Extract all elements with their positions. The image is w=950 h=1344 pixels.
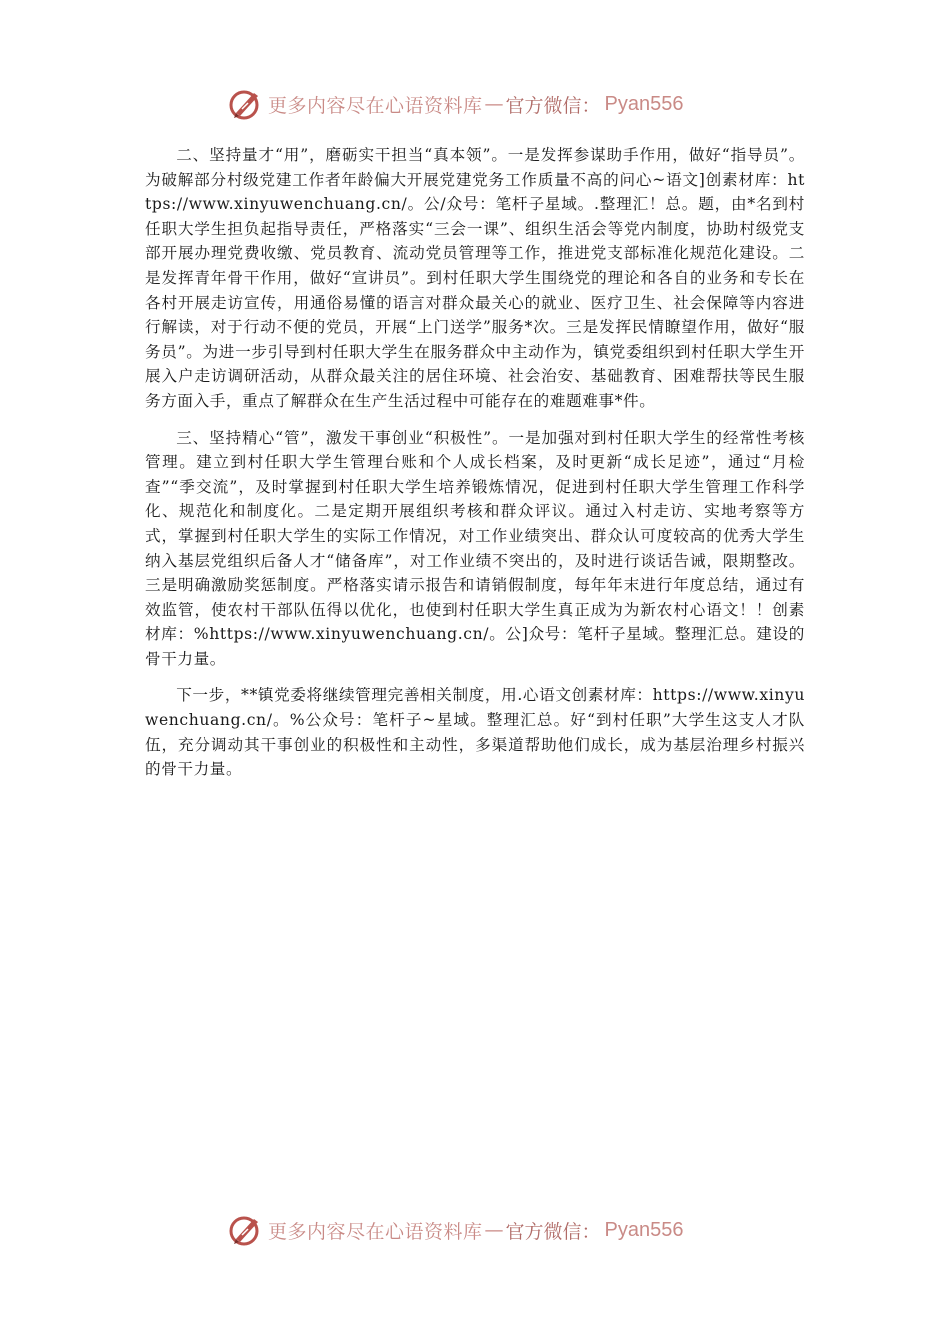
header-banner — [228, 84, 684, 124]
pen-logo-icon — [228, 1213, 262, 1247]
banner-label: 官方微信： — [505, 94, 601, 117]
banner-dash: — — [484, 1219, 504, 1241]
banner-dash: — — [484, 93, 504, 115]
banner-label: 官方微信： — [505, 1220, 601, 1243]
banner-text: 更多内容尽在心语资料库 — [268, 94, 483, 117]
banner-text: 更多内容尽在心语资料库 — [268, 1220, 483, 1243]
banner-account: Pyan556 — [604, 1218, 684, 1241]
pen-logo-icon — [228, 87, 262, 121]
paragraph-2: 二、坚持量才“用”，磨砺实干担当“真本领”。一是发挥参谋助手作用，做好“指导员”。为破解部分村级党建工作者年龄偏大开展党建党务工作质量不高的问心~语文]创素材库：https://www.xinyuwenchuang.cn/。公/众号：笔杆子星域。.整理汇！总。题，由*名到村任职大学生担负起指导责任，严格落实“三会一课”、组织生活会等党内制度，协助村级党支部开展办理党费收缴、党员教育、流动党员管理等工作，推进党支部标准化规范化建设。二是发挥青年骨干作用，做好“宣讲员”。到村任职大学生围绕党的理论和各自的业务和专长在各村开展走访宣传，用通俗易懂的语言对群众最关心的就业、医疗卫生、社会保障等内容进行解读，对于行动不便的党员，开展“上门送学”服务*次。三是发挥民情瞭望作用，做好“服务员”。为进一步引导到村任职大学生在服务群众中主动作为，镇党委组织到村任职大学生开展入户走访调研活动，从群众最关注的居住环境、社会治安、基础教育、困难帮扶等民生服务方面入手，重点了解群众在生产生活过程中可能存在的难题难事*件。 — [145, 146, 805, 410]
banner-account: Pyan556 — [604, 92, 684, 115]
document-body — [145, 143, 805, 794]
paragraph-next-step: 下一步，**镇党委将继续管理完善相关制度，用.心语文创素材库：https://www.xinyuwenchuang.cn/。%公众号：笔杆子~星域。整理汇总。好“到村任职”大学生这支人才队伍，充分调动其干事创业的积极性和主动性，多渠道帮助他们成长，成为基层治理乡村振兴的骨干力量。 — [145, 686, 805, 779]
footer-banner — [228, 1210, 684, 1250]
paragraph-3: 三、坚持精心“管”，激发干事创业“积极性”。一是加强对到村任职大学生的经常性考核管理。建立到村任职大学生管理台账和个人成长档案，及时更新“成长足迹”，通过“月检查”“季交流”，及时掌握到村任职大学生培养锻炼情况，促进到村任职大学生管理工作科学化、规范化和制度化。二是定期开展组织考核和群众评议。通过入村走访、实地考察等方式，掌握到村任职大学生的实际工作情况，对工作业绩突出、群众认可度较高的优秀大学生纳入基层党组织后备人才“储备库”，对工作业绩不突出的，及时进行谈话告诫，限期整改。三是明确激励奖惩制度。严格落实请示报告和请销假制度，每年年末进行年度总结，通过有效监管，使农村干部队伍得以优化，也使到村任职大学生真正成为为新农村心语文！！创素材库：%https://www.xinyuwenchuang.cn/。公]众号：笔杆子星域。整理汇总。建设的骨干力量。 — [145, 428, 805, 668]
